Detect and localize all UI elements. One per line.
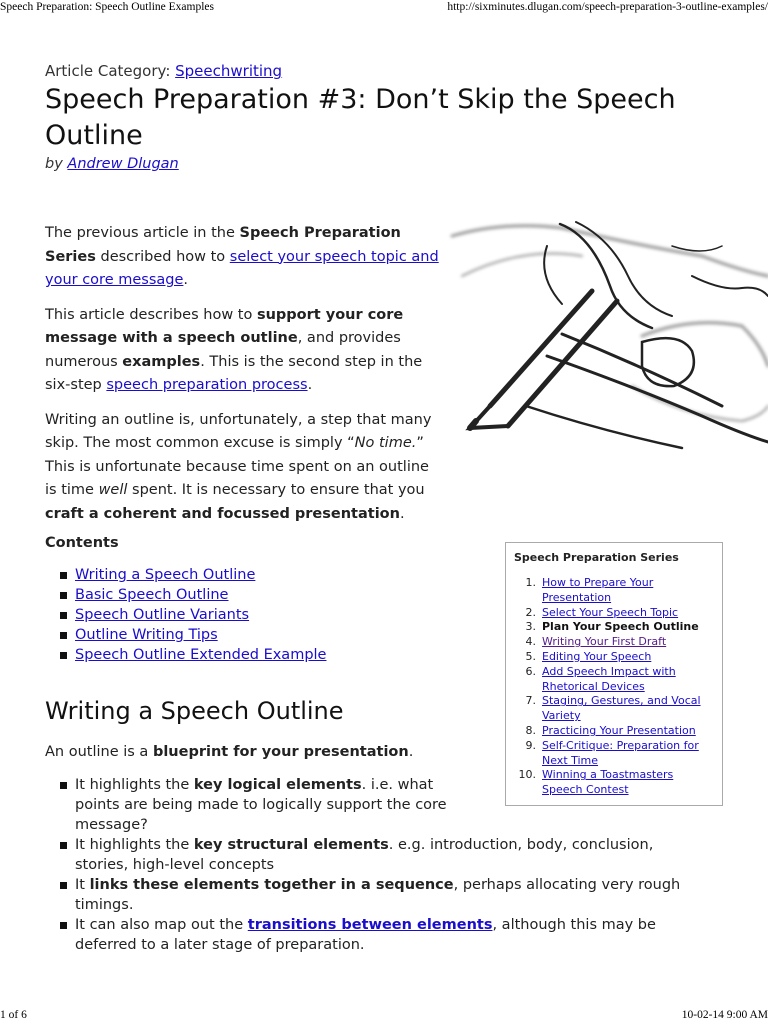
series-item bbox=[514, 606, 714, 621]
series-link[interactable]: Staging, Gestures, and Vocal Variety bbox=[542, 694, 701, 723]
print-url: http://sixminutes.dlugan.com/speech-preparation-3-outline-examples/ bbox=[447, 1, 768, 13]
series-current-label: Plan Your Speech Outline bbox=[542, 620, 699, 634]
bold-text: Speech Preparation Series bbox=[45, 225, 401, 265]
text: This article describes how to bbox=[45, 306, 257, 323]
byline-prefix: by bbox=[45, 156, 68, 172]
intro-paragraph-3 bbox=[45, 409, 443, 527]
table-of-contents bbox=[60, 565, 326, 665]
text: . This is the second step in the six-step bbox=[45, 353, 423, 393]
series-number: 2. bbox=[525, 605, 536, 619]
toc-item bbox=[60, 625, 326, 645]
section-lead bbox=[45, 744, 413, 760]
print-date: 10-02-14 9:00 AM bbox=[681, 1009, 768, 1021]
series-list bbox=[514, 576, 714, 798]
bold-text: craft a coherent and focussed presentation bbox=[45, 505, 400, 522]
bold-text: examples bbox=[122, 353, 201, 370]
toc-item bbox=[60, 565, 326, 585]
series-item bbox=[514, 650, 714, 665]
toc-link-writing-tips[interactable]: Outline Writing Tips bbox=[75, 627, 218, 643]
text: spent. It is necessary to ensure that you bbox=[127, 482, 425, 498]
series-link[interactable]: Writing Your First Draft bbox=[542, 635, 667, 649]
page-number: 1 of 6 bbox=[0, 1009, 27, 1021]
text: The previous article in the bbox=[45, 225, 240, 241]
text: Writing an outline is, unfortunately, a step that many skip. The most common excuse is simply “ bbox=[45, 411, 432, 451]
toc-link-extended-example[interactable]: Speech Outline Extended Example bbox=[75, 647, 327, 663]
bold-text: key logical elements bbox=[193, 777, 362, 793]
bold-text: key structural elements bbox=[193, 837, 389, 853]
series-number: 1. bbox=[525, 576, 536, 589]
series-number: 4. bbox=[525, 635, 536, 649]
category-label: Article Category: bbox=[45, 62, 176, 80]
text: . bbox=[183, 272, 189, 288]
author-link[interactable]: Andrew Dlugan bbox=[67, 156, 179, 172]
transitions-link[interactable]: transitions between elements bbox=[247, 917, 493, 933]
series-link[interactable]: How to Prepare Your Presentation bbox=[542, 576, 654, 604]
select-topic-link[interactable]: select your speech topic and your core message bbox=[45, 248, 439, 288]
list-item bbox=[60, 915, 685, 955]
intro-paragraph-1 bbox=[45, 222, 443, 293]
series-link[interactable]: Add Speech Impact with Rhetorical Devices bbox=[542, 664, 676, 693]
series-number: 6. bbox=[525, 664, 536, 678]
text: . bbox=[408, 744, 414, 760]
text: It can also map out the bbox=[75, 917, 248, 933]
text: ” This is unfortunate because time spent on an outline is time bbox=[45, 435, 429, 498]
text: , perhaps allocating very rough timings. bbox=[75, 877, 681, 913]
bold-text: support your core message with a speech outline bbox=[45, 306, 404, 346]
process-link[interactable]: speech preparation process bbox=[106, 377, 308, 393]
category-link[interactable]: Speechwriting bbox=[175, 62, 283, 80]
italic-text: well bbox=[98, 482, 128, 498]
text: . bbox=[399, 505, 405, 522]
series-item bbox=[514, 665, 714, 695]
text: It highlights the bbox=[75, 777, 194, 793]
text: . i.e. what points are being made to logically support the core message? bbox=[75, 777, 447, 833]
series-number: 7. bbox=[525, 694, 536, 708]
series-item bbox=[514, 576, 714, 606]
text: described how to bbox=[95, 248, 230, 265]
toc-item bbox=[60, 645, 326, 665]
toc-link-writing-outline[interactable]: Writing a Speech Outline bbox=[75, 567, 256, 583]
text: , although this may be deferred to a later stage of preparation. bbox=[75, 917, 656, 953]
series-item bbox=[514, 739, 714, 769]
series-item-current bbox=[514, 620, 714, 635]
series-title: Speech Preparation Series bbox=[514, 551, 679, 564]
toc-link-basic-outline[interactable]: Basic Speech Outline bbox=[75, 587, 229, 603]
series-link[interactable]: Editing Your Speech bbox=[542, 649, 652, 663]
series-link[interactable]: Practicing Your Presentation bbox=[542, 723, 696, 737]
list-item bbox=[60, 775, 465, 835]
section-heading: Writing a Speech Outline bbox=[45, 697, 344, 725]
text: It bbox=[75, 877, 90, 893]
series-number: 8. bbox=[525, 723, 536, 737]
intro-paragraph-2 bbox=[45, 304, 443, 398]
series-sidebar-box bbox=[505, 542, 723, 806]
series-number: 9. bbox=[525, 738, 536, 752]
text: It highlights the bbox=[75, 837, 194, 853]
text: . e.g. introduction, body, conclusion, stories, high-level concepts bbox=[75, 837, 654, 873]
pencil-sketch-image bbox=[442, 216, 768, 460]
series-number: 5. bbox=[525, 649, 536, 663]
print-page-title: Speech Preparation: Speech Outline Examples bbox=[0, 1, 214, 13]
text: . bbox=[307, 377, 313, 393]
bold-text: links these elements together in a sequence bbox=[89, 877, 454, 893]
bold-text: blueprint for your presentation bbox=[152, 744, 409, 760]
text: , and provides numerous bbox=[45, 330, 401, 370]
italic-text: No time. bbox=[354, 435, 417, 451]
series-item bbox=[514, 724, 714, 739]
series-link[interactable]: Winning a Toastmasters Speech Contest bbox=[542, 768, 674, 797]
toc-item bbox=[60, 585, 326, 605]
contents-heading: Contents bbox=[45, 535, 119, 551]
list-item bbox=[60, 835, 685, 875]
byline bbox=[45, 156, 179, 172]
series-item bbox=[514, 635, 714, 650]
page-title: Speech Preparation #3: Don’t Skip the Speech Outline bbox=[45, 84, 676, 151]
series-item bbox=[514, 694, 714, 724]
series-number: 10. bbox=[518, 768, 536, 782]
intro bbox=[45, 222, 443, 537]
outline-bullets bbox=[60, 775, 685, 955]
series-link[interactable]: Self-Critique: Preparation for Next Time bbox=[542, 738, 699, 767]
series-link[interactable]: Select Your Speech Topic bbox=[542, 605, 679, 619]
toc-link-outline-variants[interactable]: Speech Outline Variants bbox=[75, 607, 250, 623]
toc-item bbox=[60, 605, 326, 625]
text: An outline is a bbox=[45, 744, 153, 760]
list-item bbox=[60, 875, 685, 915]
article-category bbox=[45, 62, 282, 80]
series-number: 3. bbox=[525, 620, 536, 634]
